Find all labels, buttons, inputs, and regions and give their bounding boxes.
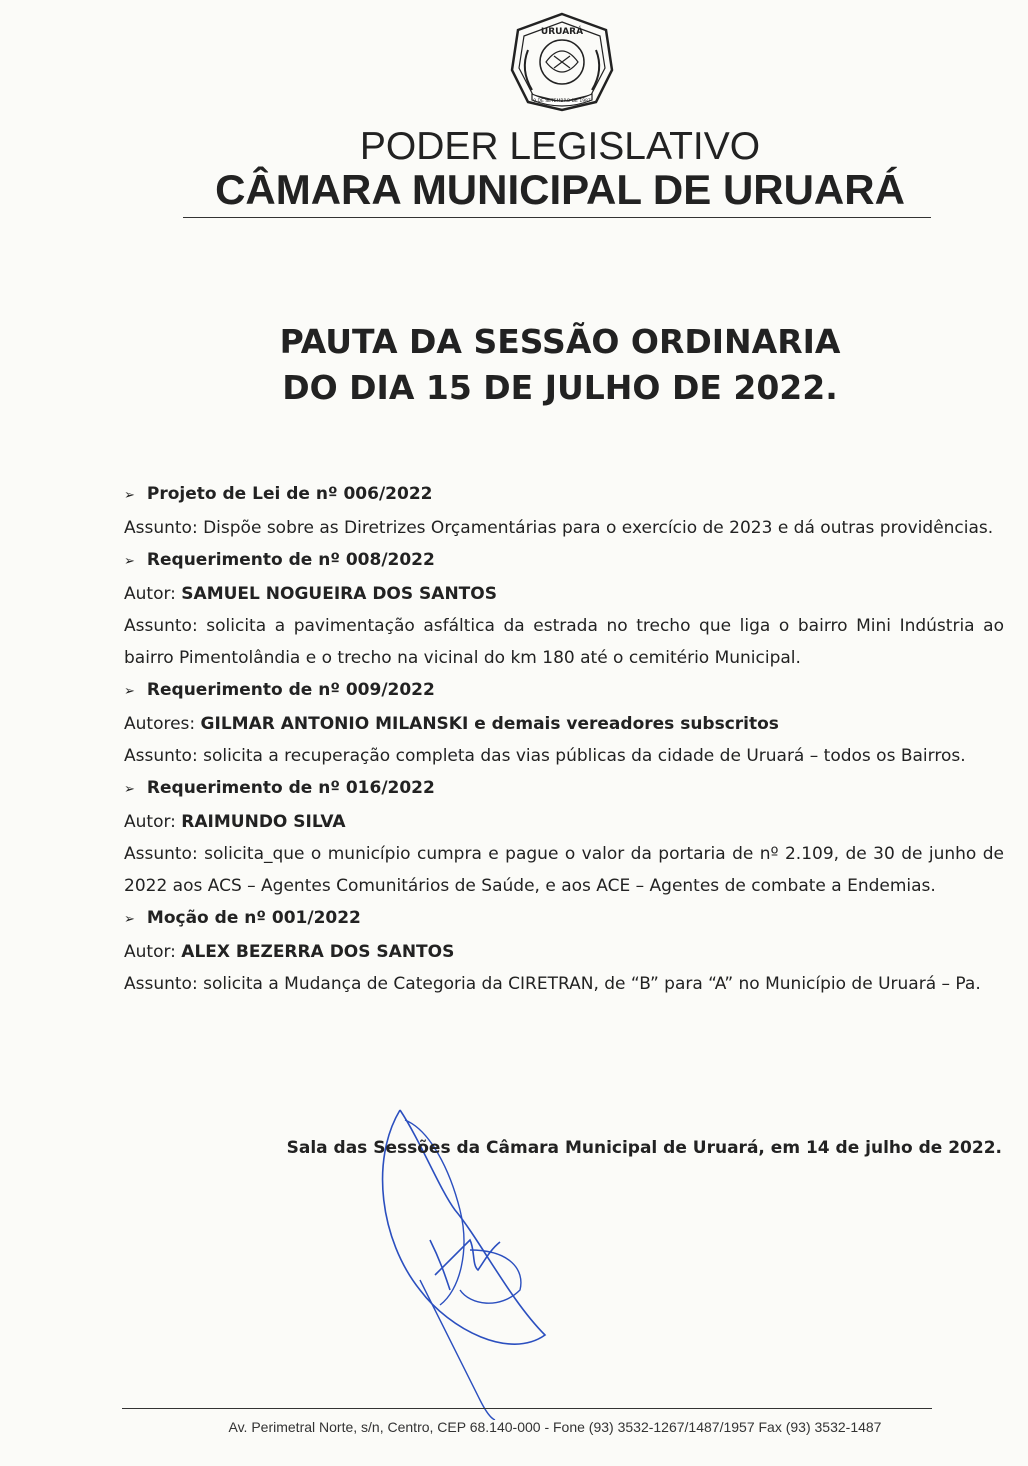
agenda-item-author — [124, 708, 1004, 740]
agenda-item-subject — [124, 512, 1004, 544]
svg-text:9 DE SETEMBRO DE 1987: 9 DE SETEMBRO DE 1987 — [533, 99, 591, 104]
subject-label: Assunto: — [124, 974, 198, 994]
item-title: Requerimento de nº 016/2022 — [146, 778, 435, 798]
agenda-list — [124, 478, 1004, 1000]
agenda-item-author — [124, 806, 1004, 838]
municipal-crest-seal — [506, 10, 618, 112]
author-name: SAMUEL NOGUEIRA DOS SANTOS — [181, 584, 497, 604]
subject-label: Assunto: — [124, 518, 198, 538]
agenda-item-heading — [124, 478, 1004, 512]
item-title: Moção de nº 001/2022 — [146, 908, 361, 928]
subject-label: Assunto: — [124, 844, 198, 864]
document-title-line1: PAUTA DA SESSÃO ORDINARIA — [279, 322, 841, 361]
author-label: Autor: — [124, 942, 176, 962]
footer-divider — [122, 1408, 932, 1409]
agenda-item-heading — [124, 544, 1004, 578]
header-poder-legislativo: PODER LEGISLATIVO — [359, 125, 761, 168]
arrow-bullet-icon: ➢ — [124, 782, 135, 797]
author-name: GILMAR ANTONIO MILANSKI e demais vereadores subscritos — [200, 714, 779, 734]
item-title: Requerimento de nº 009/2022 — [146, 680, 435, 700]
author-name: ALEX BEZERRA DOS SANTOS — [181, 942, 455, 962]
agenda-item-subject — [124, 740, 1004, 772]
item-title: Requerimento de nº 008/2022 — [146, 550, 435, 570]
subject-text: solicita a Mudança de Categoria da CIRETRAN, de “B” para “A” no Município de Uruará – Pa. — [203, 974, 981, 994]
footer-address: Av. Perimetral Norte, s/n, Centro, CEP 68.140-000 - Fone (93) 3532-1267/1487/1957 Fax (93) 3532-1487 — [228, 1419, 882, 1435]
author-label: Autor: — [124, 584, 176, 604]
agenda-item-heading — [124, 772, 1004, 806]
closing-statement: Sala das Sessões da Câmara Municipal de Uruará, em 14 de julho de 2022. — [286, 1138, 1002, 1158]
agenda-item-subject — [124, 610, 1004, 674]
header-camara-municipal: CÂMARA MUNICIPAL DE URUARÁ — [215, 166, 905, 213]
author-label: Autor: — [124, 812, 176, 832]
author-label: Autores: — [124, 714, 196, 734]
agenda-item-author — [124, 936, 1004, 968]
item-title: Projeto de Lei de nº 006/2022 — [146, 484, 433, 504]
subject-text: solicita a pavimentação asfáltica da estrada no trecho que liga o bairro Mini Indústria ao bairro Pimentolândia e o trecho na vicinal do km 180 até o cemitério Municipal. — [124, 616, 1004, 668]
subject-text: solicita a recuperação completa das vias públicas da cidade de Uruará – todos os Bairros. — [203, 746, 966, 766]
arrow-bullet-icon: ➢ — [124, 912, 135, 927]
svg-text:URUARÁ: URUARÁ — [540, 27, 584, 37]
agenda-item-author — [124, 578, 1004, 610]
header-divider — [183, 217, 931, 218]
arrow-bullet-icon: ➢ — [124, 554, 135, 569]
document-title-line2: DO DIA 15 DE JULHO DE 2022. — [282, 368, 838, 407]
agenda-item-subject — [124, 968, 1004, 1000]
subject-label: Assunto: — [124, 746, 198, 766]
arrow-bullet-icon: ➢ — [124, 684, 135, 699]
subject-text: solicita_que o município cumpra e pague o valor da portaria de nº 2.109, de 30 de junho de 2022 aos ACS – Agentes Comunitários de Saúde, e aos ACE – Agentes de combate a Endemias. — [124, 844, 1004, 896]
agenda-item-subject — [124, 838, 1004, 902]
arrow-bullet-icon: ➢ — [124, 488, 135, 503]
agenda-item-heading — [124, 674, 1004, 708]
subject-label: Assunto: — [124, 616, 198, 636]
agenda-item-heading — [124, 902, 1004, 936]
author-name: RAIMUNDO SILVA — [181, 812, 346, 832]
subject-text: Dispõe sobre as Diretrizes Orçamentárias para o exercício de 2023 e dá outras providências. — [203, 518, 994, 538]
